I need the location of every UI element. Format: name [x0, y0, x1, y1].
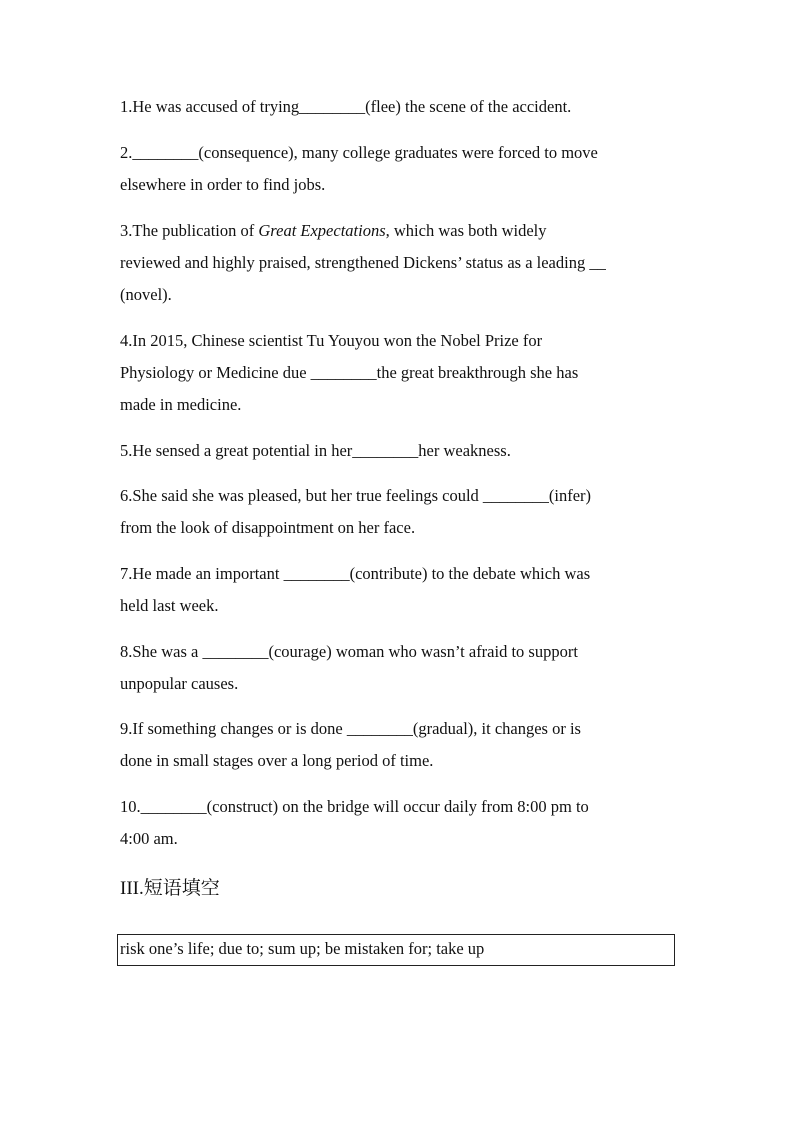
question-1: [120, 91, 680, 123]
question-8: [120, 636, 680, 700]
question-line: held last week.: [120, 596, 219, 615]
question-line: 8.She was a ________(courage) woman who wasn’t afraid to support: [120, 642, 578, 661]
question-line: 2.________(consequence), many college graduates were forced to move: [120, 143, 598, 162]
question-text: , which was both widely: [385, 221, 547, 240]
question-line: reviewed and highly praised, strengthened Dickens’ status as a leading __: [120, 253, 606, 272]
question-10: [120, 791, 680, 855]
question-line: 5.He sensed a great potential in her________her weakness.: [120, 441, 511, 460]
section-heading: III.短语填空: [120, 878, 220, 899]
question-line: [120, 215, 680, 247]
question-line: 9.If something changes or is done ________(gradual), it changes or is: [120, 719, 581, 738]
question-5: [120, 435, 680, 467]
question-line: done in small stages over a long period of time.: [120, 751, 434, 770]
question-line: 4:00 am.: [120, 829, 178, 848]
question-line: (novel).: [120, 285, 172, 304]
phrase-bank-box: risk one’s life; due to; sum up; be mistaken for; take up: [117, 934, 675, 966]
question-line: elsewhere in order to find jobs.: [120, 175, 326, 194]
question-6: [120, 480, 680, 544]
question-3: [120, 215, 680, 311]
question-line: unpopular causes.: [120, 674, 239, 693]
question-7: [120, 558, 680, 622]
question-line: 6.She said she was pleased, but her true feelings could ________(infer): [120, 486, 592, 505]
question-text: 3.The publication of: [120, 221, 259, 240]
question-line: Physiology or Medicine due ________the great breakthrough she has: [120, 363, 579, 382]
question-line: from the look of disappointment on her face.: [120, 518, 416, 537]
question-line: 7.He made an important ________(contribute) to the debate which was: [120, 564, 591, 583]
question-line: 4.In 2015, Chinese scientist Tu Youyou won the Nobel Prize for: [120, 331, 543, 350]
question-4: [120, 325, 680, 421]
question-9: [120, 713, 680, 777]
question-line: 10.________(construct) on the bridge will occur daily from 8:00 pm to: [120, 797, 589, 816]
question-line: made in medicine.: [120, 395, 242, 414]
book-title: Great Expectations: [258, 221, 386, 240]
question-2: [120, 137, 680, 201]
question-line: 1.He was accused of trying________(flee) the scene of the accident.: [120, 97, 572, 116]
